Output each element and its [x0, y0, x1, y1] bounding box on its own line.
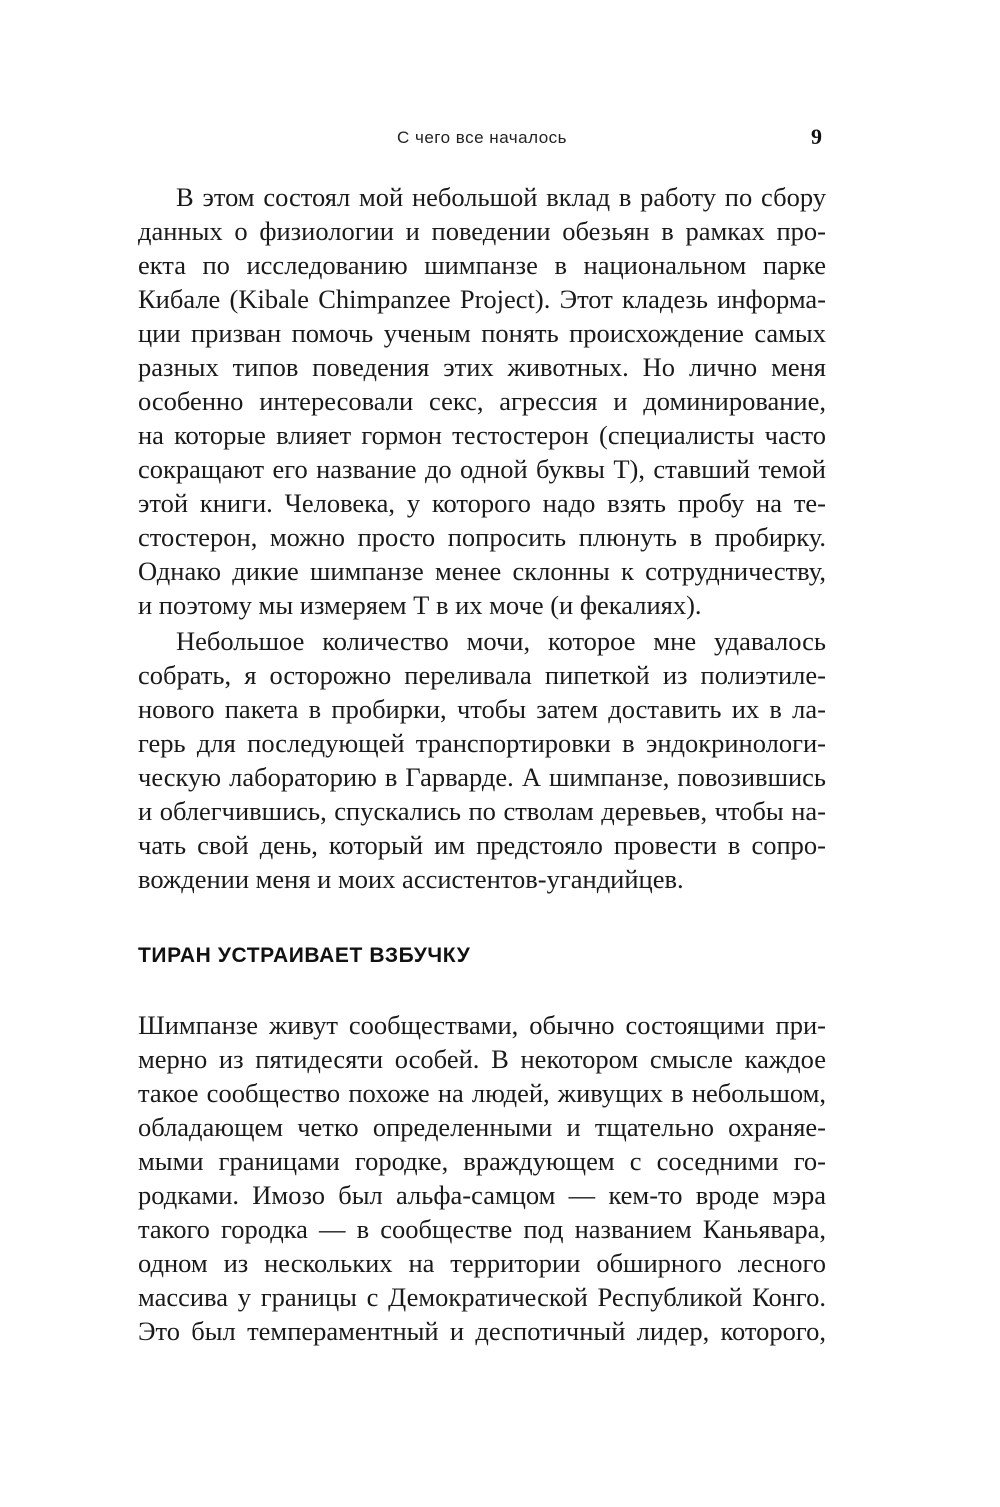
- paragraph-1: [138, 180, 826, 622]
- section-heading: ТИРАН УСТРАИВАЕТ ВЗБУЧКУ: [138, 944, 471, 967]
- text-line: одном из нескольких на территории обширного лесного: [138, 1248, 826, 1278]
- text-line: на которые влияет гормон тестостерон (специалисты часто: [138, 420, 826, 450]
- text-line: обладающем четко определенными и тщательно охраняе-: [138, 1112, 826, 1142]
- running-head: [138, 124, 826, 154]
- text-line: стостерон, можно просто попросить плюнуть в пробирку.: [138, 522, 826, 552]
- text-line: особенно интересовали секс, агрессия и доминирование,: [138, 386, 826, 416]
- text-line: Шимпанзе живут сообществами, обычно состоящими при-: [138, 1010, 826, 1040]
- text-line: В этом состоял мой небольшой вклад в работу по сбору: [176, 182, 826, 212]
- text-line: чать свой день, который им предстояло провести в сопро-: [138, 830, 826, 860]
- text-line: Однако дикие шимпанзе менее склонны к сотрудничеству,: [138, 556, 826, 586]
- paragraph-2: [138, 624, 826, 896]
- text-line: мерно из пятидесяти особей. В некотором смысле каждое: [138, 1044, 826, 1074]
- page-number: 9: [811, 124, 822, 149]
- text-line: и облегчившись, спускались по стволам деревьев, чтобы на-: [138, 796, 826, 826]
- text-line: нового пакета в пробирки, чтобы затем доставить их в ла-: [138, 694, 826, 724]
- text-line: этой книги. Человека, у которого надо взять пробу на те-: [138, 488, 826, 518]
- text-line: и поэтому мы измеряем Т в их моче (и фекалиях).: [138, 590, 702, 620]
- text-line: разных типов поведения этих животных. Но лично меня: [138, 352, 826, 382]
- section-1-text: [138, 180, 826, 896]
- text-line: вождении меня и моих ассистентов-угандийцев.: [138, 864, 684, 894]
- section-2-text: [138, 1008, 826, 1348]
- running-title: С чего все началось: [396, 128, 568, 147]
- text-line: родками. Имозо был альфа-самцом — кем-то вроде мэра: [138, 1180, 826, 1210]
- text-line: массива у границы с Демократической Республикой Конго.: [138, 1282, 826, 1312]
- text-line: екта по исследованию шимпанзе в национальном парке: [138, 250, 826, 280]
- text-line: данных о физиологии и поведении обезьян в рамках про-: [138, 216, 826, 246]
- text-line: мыми границами городке, враждующем с соседними го-: [138, 1146, 826, 1176]
- text-line: такое сообщество похоже на людей, живущих в небольшом,: [138, 1078, 826, 1108]
- text-line: Небольшое количество мочи, которое мне удавалось: [176, 626, 826, 656]
- text-line: Кибале (Kibale Chimpanzee Project). Этот кладезь информа-: [138, 284, 826, 314]
- text-line: герь для последующей транспортировки в эндокринологи-: [138, 728, 826, 758]
- text-line: такого городка — в сообществе под названием Каньявара,: [138, 1214, 826, 1244]
- paragraph-3: [138, 1008, 826, 1348]
- text-line: сокращают его название до одной буквы Т), ставший темой: [138, 454, 826, 484]
- text-line: собрать, я осторожно переливала пипеткой из полиэтиле-: [138, 660, 826, 690]
- text-line: ции призван помочь ученым понять происхождение самых: [138, 318, 826, 348]
- text-line: ческую лабораторию в Гарварде. А шимпанзе, повозившись: [138, 762, 826, 792]
- text-line: Это был темпераментный и деспотичный лидер, которого,: [138, 1316, 826, 1346]
